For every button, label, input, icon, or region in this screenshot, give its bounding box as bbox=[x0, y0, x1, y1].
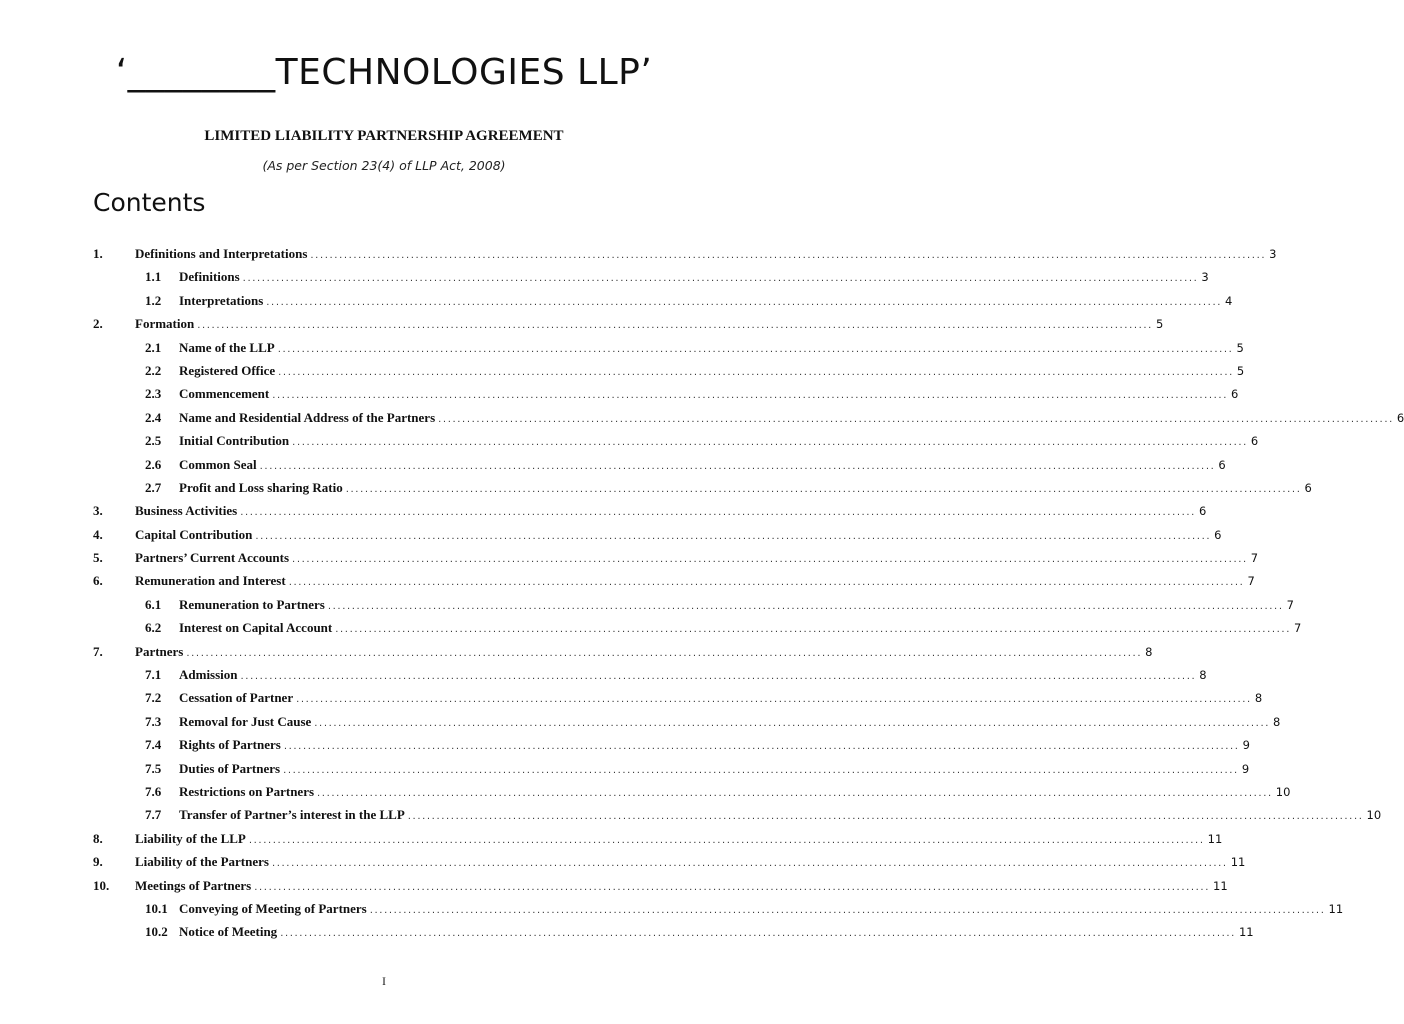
toc-dot-leader: ........................................................................................................................................................................................................ bbox=[277, 343, 1234, 355]
toc-entry[interactable] bbox=[93, 362, 1245, 386]
toc-entry-page: 7 bbox=[1247, 574, 1255, 589]
toc-entry-title: Conveying of Meeting of Partners bbox=[179, 900, 367, 916]
document-note: (As per Section 23(4) of LLP Act, 2008) bbox=[262, 158, 506, 173]
toc-entry-number: 2.3 bbox=[145, 386, 162, 402]
toc-entry-title: Remuneration and Interest bbox=[135, 573, 286, 589]
toc-entry-page: 5 bbox=[1155, 317, 1164, 332]
toc-entry-number: 2.2 bbox=[145, 362, 162, 378]
toc-dot-leader: ........................................................................................................................................................................................................ bbox=[283, 764, 1239, 776]
toc-entry-title: Transfer of Partner’s interest in the LLP bbox=[179, 807, 405, 823]
toc-entry[interactable] bbox=[93, 596, 1294, 620]
toc-entry[interactable] bbox=[93, 737, 1250, 760]
toc-entry-page: 4 bbox=[1225, 293, 1233, 308]
toc-dot-leader: ........................................................................................................................................................................................................ bbox=[317, 787, 1273, 799]
toc-entry-number: 6.2 bbox=[145, 620, 162, 636]
toc-dot-leader: ........................................................................................................................................................................................................ bbox=[314, 717, 1271, 729]
toc-entry-page: 10 bbox=[1275, 784, 1291, 799]
toc-entry-page: 10 bbox=[1366, 808, 1382, 823]
toc-entry[interactable] bbox=[93, 854, 1246, 877]
toc-entry-page: 7 bbox=[1250, 551, 1259, 566]
toc-entry[interactable] bbox=[93, 433, 1259, 456]
toc-entry-number: 7.1 bbox=[145, 667, 162, 683]
toc-entry[interactable] bbox=[93, 620, 1302, 643]
toc-entry-number: 2. bbox=[93, 316, 103, 332]
toc-dot-leader: ........................................................................................................................................................................................................ bbox=[254, 881, 1210, 893]
toc-dot-leader: ........................................................................................................................................................................................................ bbox=[280, 928, 1236, 940]
toc-entry-page: 3 bbox=[1269, 247, 1277, 261]
toc-entry-title: Interpretations bbox=[179, 292, 264, 308]
toc-entry-title: Meetings of Partners bbox=[135, 877, 252, 893]
toc-entry-title: Definitions and Interpretations bbox=[135, 246, 308, 261]
toc-entry[interactable] bbox=[93, 269, 1209, 292]
toc-entry-page: 5 bbox=[1236, 340, 1244, 355]
toc-dot-leader: ........................................................................................................................................................................................................ bbox=[242, 273, 1199, 285]
toc-entry[interactable] bbox=[93, 479, 1312, 503]
toc-entry-number: 2.7 bbox=[145, 479, 162, 495]
toc-entry-title: Formation bbox=[135, 316, 195, 332]
toc-entry-title: Commencement bbox=[179, 386, 270, 402]
toc-entry-title: Common Seal bbox=[179, 456, 257, 472]
toc-entry-page: 3 bbox=[1201, 270, 1209, 285]
toc-dot-leader: ........................................................................................................................................................................................................ bbox=[296, 694, 1252, 706]
document-title: ‘________TECHNOLOGIES LLP’ bbox=[115, 52, 653, 93]
toc-entry-page: 11 bbox=[1328, 901, 1344, 916]
toc-entry-title: Liability of the Partners bbox=[135, 854, 269, 870]
toc-entry[interactable] bbox=[93, 456, 1226, 480]
toc-dot-leader: ........................................................................................................................................................................................................ bbox=[259, 460, 1216, 472]
toc-entry[interactable] bbox=[93, 643, 1153, 667]
toc-entry[interactable] bbox=[93, 339, 1244, 363]
toc-entry-page: 6 bbox=[1250, 434, 1259, 449]
footer-page-number: I bbox=[382, 974, 386, 988]
toc-entry-page: 11 bbox=[1230, 855, 1246, 870]
toc-entry-title: Interest on Capital Account bbox=[179, 620, 333, 636]
toc-dot-leader: ........................................................................................................................................................................................................ bbox=[255, 530, 1212, 542]
toc-entry[interactable] bbox=[93, 924, 1254, 947]
toc-entry-number: 2.4 bbox=[145, 409, 162, 425]
toc-entry-title: Notice of Meeting bbox=[179, 924, 278, 940]
toc-entry-number: 7.7 bbox=[145, 807, 162, 823]
toc-entry[interactable] bbox=[93, 667, 1207, 690]
toc-entry-number: 2.1 bbox=[145, 339, 162, 355]
toc-entry-title: Duties of Partners bbox=[179, 760, 281, 776]
toc-entry-page: 8 bbox=[1254, 691, 1263, 706]
toc-entry-title: Name and Residential Address of the Partners bbox=[179, 409, 436, 425]
toc-entry[interactable] bbox=[93, 246, 1277, 269]
toc-dot-leader: ........................................................................................................................................................................................................ bbox=[271, 858, 1228, 870]
toc-dot-leader: ........................................................................................................................................................................................................ bbox=[248, 834, 1205, 846]
toc-dot-leader: ........................................................................................................................................................................................................ bbox=[288, 577, 1245, 589]
toc-entry-page: 9 bbox=[1241, 761, 1250, 776]
toc-entry[interactable] bbox=[93, 316, 1164, 339]
toc-entry-title: Liability of the LLP bbox=[135, 830, 246, 846]
toc-entry-title: Definitions bbox=[179, 269, 240, 285]
toc-entry-title: Rights of Partners bbox=[179, 737, 281, 753]
toc-entry-number: 10.1 bbox=[145, 900, 168, 916]
toc-entry-title: Admission bbox=[179, 667, 238, 683]
toc-dot-leader: ........................................................................................................................................................................................................ bbox=[186, 647, 1143, 659]
toc-entry[interactable] bbox=[93, 503, 1207, 526]
toc-entry-number: 10. bbox=[93, 877, 110, 893]
toc-entry-page: 7 bbox=[1293, 621, 1302, 636]
toc-dot-leader: ........................................................................................................................................................................................................ bbox=[438, 413, 1394, 425]
toc-dot-leader: ........................................................................................................................................................................................................ bbox=[369, 904, 1326, 916]
toc-entry-number: 8. bbox=[93, 830, 103, 846]
toc-entry-number: 7. bbox=[93, 643, 103, 659]
toc-entry[interactable] bbox=[93, 760, 1250, 784]
toc-entry[interactable] bbox=[93, 713, 1281, 737]
toc-entry-page: 6 bbox=[1214, 527, 1222, 542]
toc-dot-leader: ........................................................................................................................................................................................................ bbox=[266, 296, 1223, 308]
table-of-contents bbox=[93, 246, 1404, 948]
toc-dot-leader: ........................................................................................................................................................................................................ bbox=[278, 366, 1234, 378]
toc-entry-number: 4. bbox=[93, 526, 103, 542]
toc-entry-title: Initial Contribution bbox=[179, 433, 290, 449]
toc-entry-title: Capital Contribution bbox=[135, 526, 253, 542]
contents-heading: Contents bbox=[93, 188, 206, 217]
toc-dot-leader: ........................................................................................................................................................................................................ bbox=[283, 741, 1240, 753]
toc-dot-leader: ........................................................................................................................................................................................................ bbox=[310, 250, 1267, 261]
toc-dot-leader: ........................................................................................................................................................................................................ bbox=[240, 671, 1197, 683]
toc-entry-page: 11 bbox=[1213, 878, 1228, 893]
toc-dot-leader: ........................................................................................................................................................................................................ bbox=[407, 811, 1364, 823]
toc-entry-title: Partners bbox=[135, 643, 184, 659]
toc-entry-title: Name of the LLP bbox=[179, 339, 275, 355]
toc-entry[interactable] bbox=[93, 409, 1404, 433]
toc-entry-page: 6 bbox=[1304, 480, 1312, 495]
toc-entry-title: Cessation of Partner bbox=[179, 690, 294, 706]
toc-entry-number: 7.3 bbox=[145, 713, 162, 729]
toc-dot-leader: ........................................................................................................................................................................................................ bbox=[335, 624, 1291, 636]
toc-entry[interactable] bbox=[93, 900, 1344, 924]
toc-entry[interactable] bbox=[93, 526, 1222, 550]
toc-entry[interactable] bbox=[93, 783, 1291, 807]
toc-entry-number: 1.2 bbox=[145, 292, 162, 308]
toc-entry-number: 7.6 bbox=[145, 783, 162, 799]
toc-entry[interactable] bbox=[93, 830, 1223, 854]
toc-entry-number: 2.5 bbox=[145, 433, 162, 449]
toc-entry[interactable] bbox=[93, 877, 1228, 901]
toc-entry-number: 6. bbox=[93, 573, 103, 589]
toc-entry-title: Partners’ Current Accounts bbox=[135, 550, 290, 566]
toc-entry[interactable] bbox=[93, 807, 1382, 830]
toc-entry-title: Business Activities bbox=[135, 503, 238, 519]
toc-entry-page: 9 bbox=[1242, 738, 1250, 753]
toc-entry-number: 1.1 bbox=[145, 269, 162, 285]
toc-entry-number: 7.5 bbox=[145, 760, 162, 776]
toc-dot-leader: ........................................................................................................................................................................................................ bbox=[292, 554, 1248, 566]
toc-entry[interactable] bbox=[93, 690, 1263, 713]
toc-entry[interactable] bbox=[93, 573, 1255, 596]
toc-entry-page: 6 bbox=[1218, 457, 1226, 472]
toc-entry-page: 5 bbox=[1236, 363, 1245, 378]
toc-entry-title: Remuneration to Partners bbox=[179, 596, 325, 612]
toc-entry-title: Removal for Just Cause bbox=[179, 713, 312, 729]
toc-dot-leader: ........................................................................................................................................................................................................ bbox=[197, 320, 1153, 332]
toc-dot-leader: ........................................................................................................................................................................................................ bbox=[240, 507, 1196, 519]
document-subtitle: LIMITED LIABILITY PARTNERSHIP AGREEMENT bbox=[204, 128, 564, 144]
toc-entry-number: 2.6 bbox=[145, 456, 162, 472]
toc-entry-title: Profit and Loss sharing Ratio bbox=[179, 479, 343, 495]
toc-entry-number: 3. bbox=[93, 503, 103, 519]
toc-dot-leader: ........................................................................................................................................................................................................ bbox=[327, 600, 1284, 612]
toc-dot-leader: ........................................................................................................................................................................................................ bbox=[292, 437, 1248, 449]
toc-entry-page: 8 bbox=[1145, 644, 1153, 659]
toc-entry-number: 9. bbox=[93, 854, 103, 870]
toc-dot-leader: ........................................................................................................................................................................................................ bbox=[272, 390, 1228, 402]
toc-entry-number: 7.2 bbox=[145, 690, 162, 706]
toc-entry[interactable] bbox=[93, 386, 1239, 409]
toc-entry[interactable] bbox=[93, 292, 1233, 316]
toc-entry-page: 6 bbox=[1231, 387, 1239, 402]
toc-entry-page: 8 bbox=[1199, 668, 1207, 683]
toc-entry-title: Registered Office bbox=[179, 362, 276, 378]
toc-entry-title: Restrictions on Partners bbox=[179, 783, 315, 799]
toc-entry-page: 7 bbox=[1286, 597, 1294, 612]
toc-entry[interactable] bbox=[93, 550, 1259, 573]
toc-entry-page: 11 bbox=[1207, 831, 1223, 846]
toc-entry-number: 7.4 bbox=[145, 737, 162, 753]
toc-entry-page: 6 bbox=[1396, 410, 1404, 425]
toc-dot-leader: ........................................................................................................................................................................................................ bbox=[345, 483, 1302, 495]
toc-entry-number: 6.1 bbox=[145, 596, 162, 612]
toc-entry-number: 1. bbox=[93, 246, 103, 261]
toc-entry-number: 10.2 bbox=[145, 924, 168, 940]
toc-entry-page: 6 bbox=[1198, 504, 1207, 519]
toc-entry-number: 5. bbox=[93, 550, 103, 566]
toc-entry-page: 11 bbox=[1238, 925, 1254, 940]
toc-entry-page: 8 bbox=[1273, 714, 1281, 729]
